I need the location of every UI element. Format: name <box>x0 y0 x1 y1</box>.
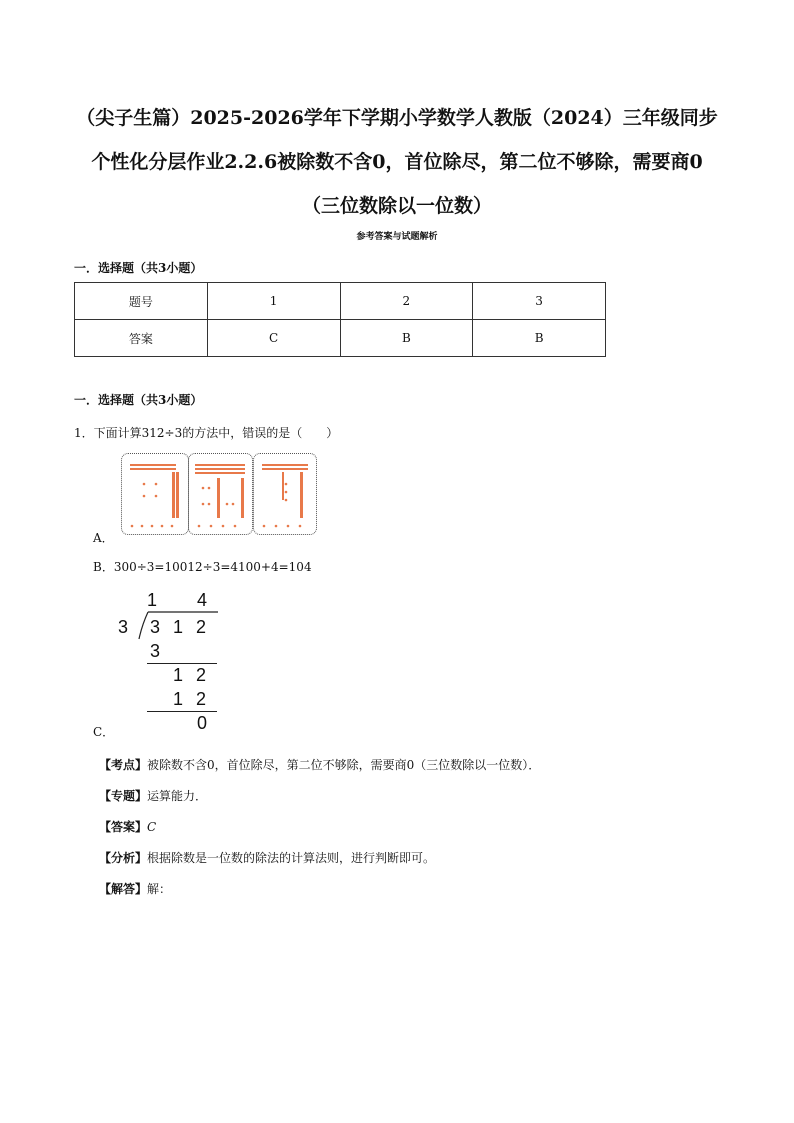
step-digit: 3 <box>150 641 161 661</box>
step-digit: 1 <box>173 665 184 685</box>
quotient-digit: 4 <box>197 590 208 610</box>
title-line-3: （三位数除以一位数） <box>301 195 492 217</box>
kaodian-line <box>99 756 540 773</box>
kaodian-tag: 【考点】 <box>99 758 148 772</box>
kaodian-text: 被除数不含0，首位除尽，第二位不够除，需要商0（三位数除以一位数）． <box>147 758 541 772</box>
dot-diagram-box-3 <box>253 453 317 535</box>
table-cell: 1 <box>207 283 340 320</box>
document-title <box>60 96 734 228</box>
fenxi-tag: 【分析】 <box>99 851 148 865</box>
dividend-digit: 3 <box>150 617 161 637</box>
title-line-1: （尖子生篇）2025-2026学年下学期小学数学人教版（2024）三年级同步 <box>76 107 718 129</box>
table-cell: 3 <box>473 283 606 320</box>
section-heading-2: 一．选择题（共3小题） <box>74 393 203 407</box>
question-1-stem: 1．下面计算312÷3的方法中，错误的是（ ） <box>74 426 339 440</box>
option-a-label: A． <box>93 531 114 545</box>
zhuanti-tag: 【专题】 <box>99 789 148 803</box>
quotient-digit: 1 <box>147 590 158 610</box>
remainder: 0 <box>197 713 208 733</box>
table-cell: 2 <box>340 283 473 320</box>
daan-tag: 【答案】 <box>99 820 148 834</box>
table-row <box>75 283 606 320</box>
step-digit: 1 <box>173 689 184 709</box>
option-b: B．300÷3=10012÷3=4100+4=104 <box>93 560 312 574</box>
zhuanti-text: 运算能力． <box>147 789 208 803</box>
dividend-digit: 1 <box>173 617 184 637</box>
jieda-tag: 【解答】 <box>99 882 148 896</box>
daan-line <box>99 818 156 835</box>
step-digit: 2 <box>196 665 207 685</box>
option-c-label: C． <box>93 725 115 739</box>
table-cell: C <box>207 320 340 357</box>
table-cell: 题号 <box>75 283 208 320</box>
daan-text: C <box>147 820 157 834</box>
section-heading-1: 一．选择题（共3小题） <box>74 261 203 275</box>
table-cell: 答案 <box>75 320 208 357</box>
division-line <box>147 663 217 664</box>
dot-diagram-3 <box>254 454 316 534</box>
dot-diagram-1 <box>122 454 188 534</box>
jieda-text: 解： <box>147 882 172 896</box>
zhuanti-line <box>99 787 207 804</box>
table-cell: B <box>473 320 606 357</box>
dot-diagram-box-1 <box>121 453 189 535</box>
title-line-2: 个性化分层作业2.2.6被除数不含0，首位除尽，第二位不够除，需要商0 <box>91 151 703 173</box>
dot-diagram-box-2 <box>188 453 253 535</box>
dividend-digit: 2 <box>196 617 207 637</box>
jieda-line <box>99 880 171 897</box>
subtitle: 参考答案与试题解析 <box>356 232 438 242</box>
answer-table <box>74 282 606 357</box>
table-cell: B <box>340 320 473 357</box>
fenxi-text: 根据除数是一位数的除法的计算法则，进行判断即可。 <box>147 851 436 865</box>
divisor: 3 <box>118 617 129 637</box>
division-line <box>147 711 217 712</box>
dot-diagram-2 <box>189 454 252 534</box>
table-row <box>75 320 606 357</box>
step-digit: 2 <box>196 689 207 709</box>
fenxi-line <box>99 849 435 866</box>
